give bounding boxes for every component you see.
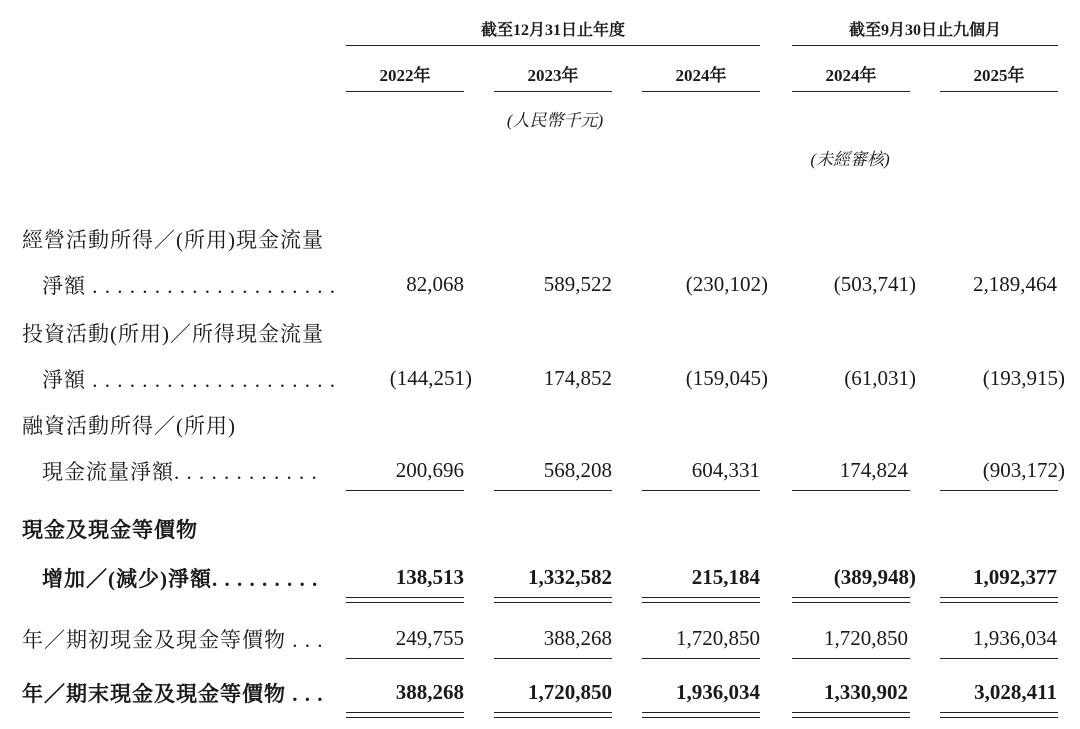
closing-double-rule-2022 (346, 712, 464, 718)
operating-label-line2: 淨額 . . . . . . . . . . . . . . . . . . . . (42, 274, 336, 298)
operating-value-2023: 589,522 (543, 272, 612, 296)
closing-value-2022: 388,268 (395, 680, 464, 704)
investing-value-2025-nine-months: (193,915) (982, 366, 1065, 390)
net-change-value-2024: 215,184 (691, 565, 760, 589)
year-rule-2025-nine-months (940, 91, 1058, 92)
financing-value-2024-nine-months: 174,824 (839, 458, 908, 482)
net-change-label-line2: 增加／(減少)淨額. . . . . . . . . (42, 567, 319, 591)
opening-value-2022: 249,755 (395, 626, 464, 650)
year-header-2022: 2022年 (379, 66, 431, 85)
investing-value-2022: (144,251) (389, 366, 472, 390)
year-rule-2022 (346, 91, 464, 92)
year-rule-2024 (642, 91, 760, 92)
investing-value-2024-nine-months: (61,031) (844, 366, 916, 390)
opening-value-2023: 388,268 (543, 626, 612, 650)
net-change-double-rule-2022 (346, 597, 464, 603)
closing-double-rule-2024-nine-months (792, 712, 910, 718)
subtotal-rule-2025-nine-months (940, 490, 1058, 491)
closing-double-rule-2024 (642, 712, 760, 718)
year-header-2024: 2024年 (675, 66, 727, 85)
subtotal-rule-2024-nine-months (792, 490, 910, 491)
opening-label: 年／期初現金及現金等價物 . . . (22, 628, 324, 652)
closing-value-2024: 1,936,034 (676, 680, 760, 704)
operating-value-2024: (230,102) (685, 272, 768, 296)
year-header-2024-nine-months: 2024年 (825, 66, 877, 85)
unit-note: (人民幣千元) (506, 111, 604, 130)
opening-value-2025-nine-months: 1,936,034 (973, 626, 1057, 650)
year-rule-2023 (494, 91, 612, 92)
opening-rule-2025-nine-months (940, 658, 1058, 659)
opening-value-2024-nine-months: 1,720,850 (824, 626, 908, 650)
financing-label-line1: 融資活動所得／(所用) (22, 414, 236, 438)
closing-value-2023: 1,720,850 (528, 680, 612, 704)
opening-rule-2023 (494, 658, 612, 659)
net-change-label-line1: 現金及現金等價物 (22, 518, 198, 542)
net-change-double-rule-2024 (642, 597, 760, 603)
net-change-double-rule-2025-nine-months (940, 597, 1058, 603)
year-rule-2024-nine-months (792, 91, 910, 92)
closing-value-2025-nine-months: 3,028,411 (974, 680, 1057, 704)
subtotal-rule-2022 (346, 490, 464, 491)
subtotal-rule-2023 (494, 490, 612, 491)
year-header-2023: 2023年 (527, 66, 579, 85)
closing-value-2024-nine-months: 1,330,902 (824, 680, 908, 704)
header-group-nine-months-rule (792, 45, 1058, 46)
opening-rule-2024-nine-months (792, 658, 910, 659)
financing-value-2024: 604,331 (691, 458, 760, 482)
header-group-nine-months: 截至9月30日止九個月 (848, 22, 1001, 39)
investing-label-line2: 淨額 . . . . . . . . . . . . . . . . . . . . (42, 368, 336, 392)
closing-double-rule-2025-nine-months (940, 712, 1058, 718)
operating-value-2024-nine-months: (503,741) (833, 272, 916, 296)
closing-double-rule-2023 (494, 712, 612, 718)
financing-value-2023: 568,208 (543, 458, 612, 482)
operating-value-2025-nine-months: 2,189,464 (973, 272, 1057, 296)
net-change-value-2024-nine-months: (389,948) (833, 565, 916, 589)
opening-rule-2022 (346, 658, 464, 659)
investing-value-2024: (159,045) (685, 366, 768, 390)
financing-value-2025-nine-months: (903,172) (982, 458, 1065, 482)
financing-label-line2: 現金流量淨額. . . . . . . . . . . . (42, 460, 318, 484)
header-group-annual-rule (346, 45, 760, 46)
net-change-value-2025-nine-months: 1,092,377 (973, 565, 1057, 589)
subtotal-rule-2024 (642, 490, 760, 491)
net-change-value-2023: 1,332,582 (528, 565, 612, 589)
investing-value-2023: 174,852 (543, 366, 612, 390)
opening-rule-2024 (642, 658, 760, 659)
header-group-annual: 截至12月31日止年度 (480, 22, 625, 39)
closing-label: 年／期末現金及現金等價物 . . . (22, 682, 324, 706)
year-header-2025-nine-months: 2025年 (973, 66, 1025, 85)
net-change-double-rule-2023 (494, 597, 612, 603)
opening-value-2024: 1,720,850 (676, 626, 760, 650)
financing-value-2022: 200,696 (395, 458, 464, 482)
net-change-double-rule-2024-nine-months (792, 597, 910, 603)
operating-label-line1: 經營活動所得／(所用)現金流量 (22, 228, 324, 252)
unaudited-note: (未經審核) (810, 150, 890, 169)
investing-label-line1: 投資活動(所用)／所得現金流量 (22, 322, 324, 346)
operating-value-2022: 82,068 (406, 272, 464, 296)
net-change-value-2022: 138,513 (395, 565, 464, 589)
